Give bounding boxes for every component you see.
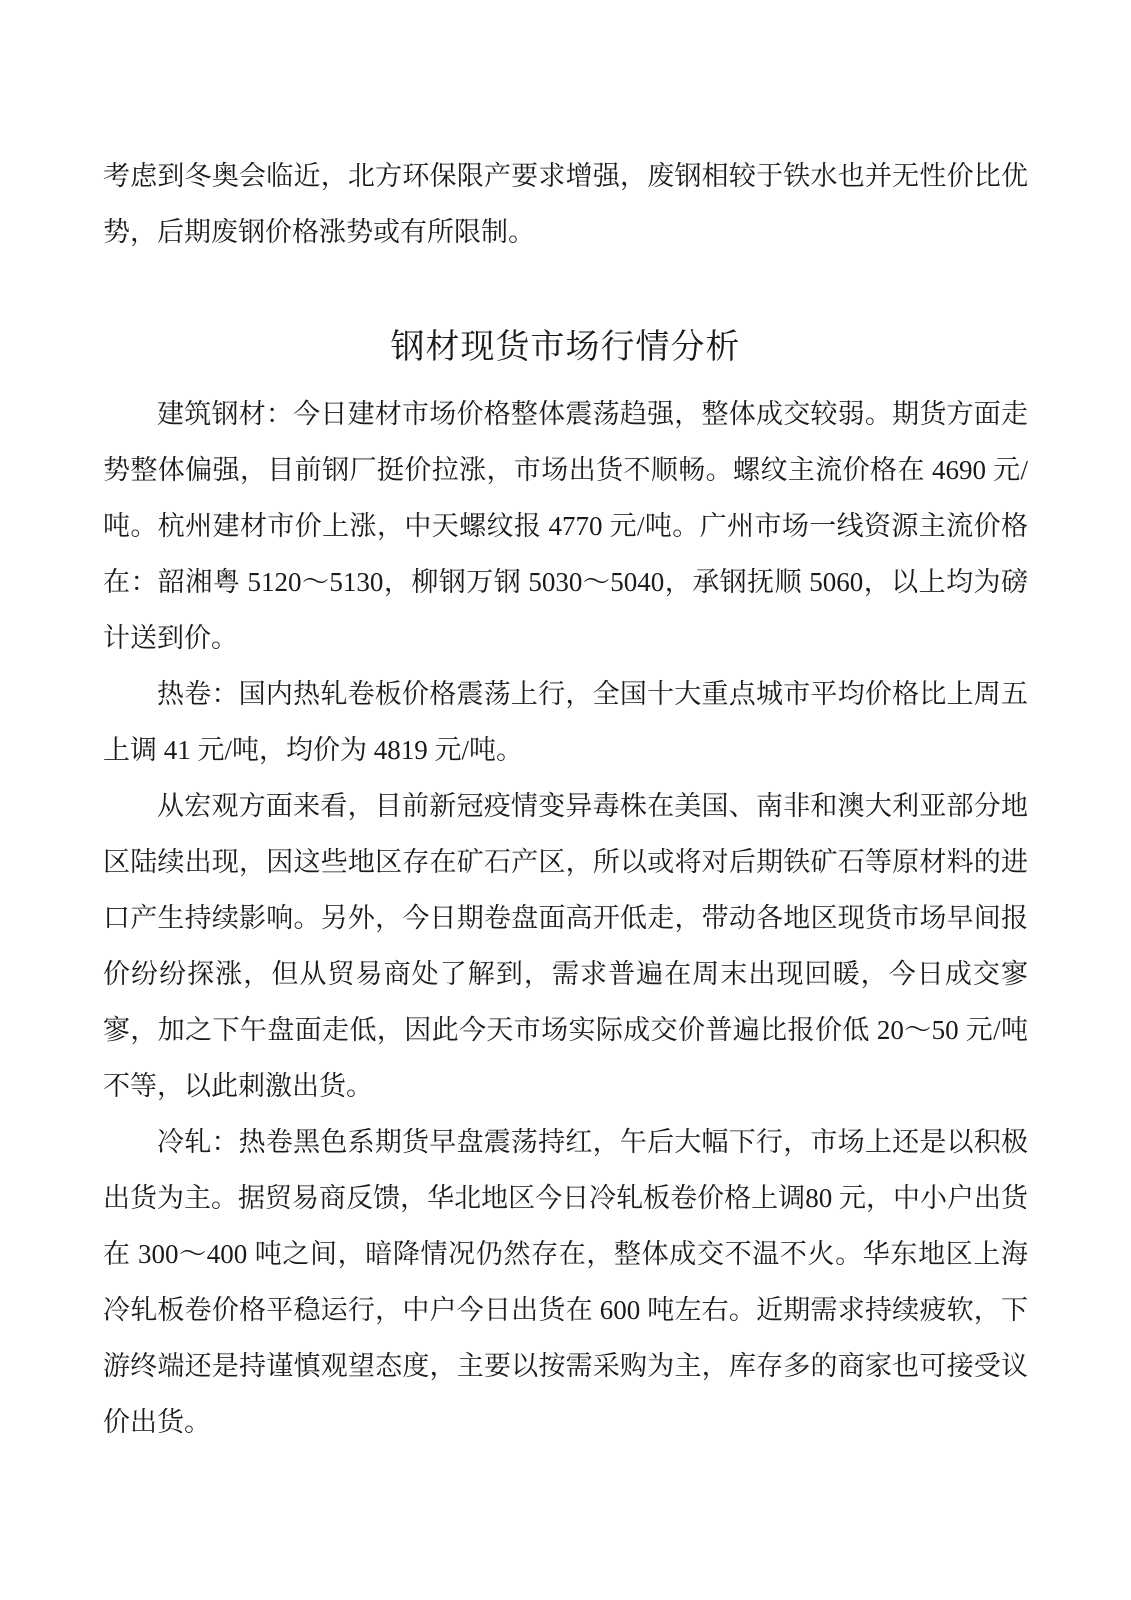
paragraph-construction-steel: 建筑钢材：今日建材市场价格整体震荡趋强，整体成交较弱。期货方面走势整体偏强，目前钢厂挺价拉涨，市场出货不顺畅。螺纹主流价格在 4690 元/吨。杭州建材市价上涨，中天螺纹报 4770 元/吨。广州市场一线资源主流价格在：韶湘粤 5120～5130，柳钢万钢 5030～5040，承钢抚顺 5060，以上均为磅计送到价。 (103, 399, 1029, 653)
paragraph-scrap-steel-outlook: 考虑到冬奥会临近，北方环保限产要求增强，废钢相较于铁水也并无性价比优势，后期废钢价格涨势或有所限制。 (103, 161, 1028, 247)
paragraph-hot-rolled-coil: 热卷：国内热轧卷板价格震荡上行，全国十大重点城市平均价格比上周五上调 41 元/吨，均价为 4819 元/吨。 (103, 679, 1028, 765)
paragraph-cold-rolled: 冷轧：热卷黑色系期货早盘震荡持红，午后大幅下行，市场上还是以积极出货为主。据贸易商反馈，华北地区今日冷轧板卷价格上调80 元，中小户出货在 300～400 吨之间，暗降情况仍然存在，整体成交不温不火。华东地区上海冷轧板卷价格平稳运行，中户今日出货在 600 吨左右。近期需求持续疲软，下游终端还是持谨慎观望态度，主要以按需采购为主，库存多的商家也可接受议价出货。 (103, 1127, 1028, 1437)
section-title: 钢材现货市场行情分析 (390, 329, 741, 366)
paragraph-macro-analysis: 从宏观方面来看，目前新冠疫情变异毒株在美国、南非和澳大利亚部分地区陆续出现，因这些地区存在矿石产区，所以或将对后期铁矿石等原材料的进口产生持续影响。另外，今日期卷盘面高开低走，带动各地区现货市场早间报价纷纷探涨，但从贸易商处了解到，需求普遍在周末出现回暖，今日成交寥寥，加之下午盘面走低，因此今天市场实际成交价普遍比报价低 20～50 元/吨不等，以此刺激出货。 (103, 791, 1029, 1101)
